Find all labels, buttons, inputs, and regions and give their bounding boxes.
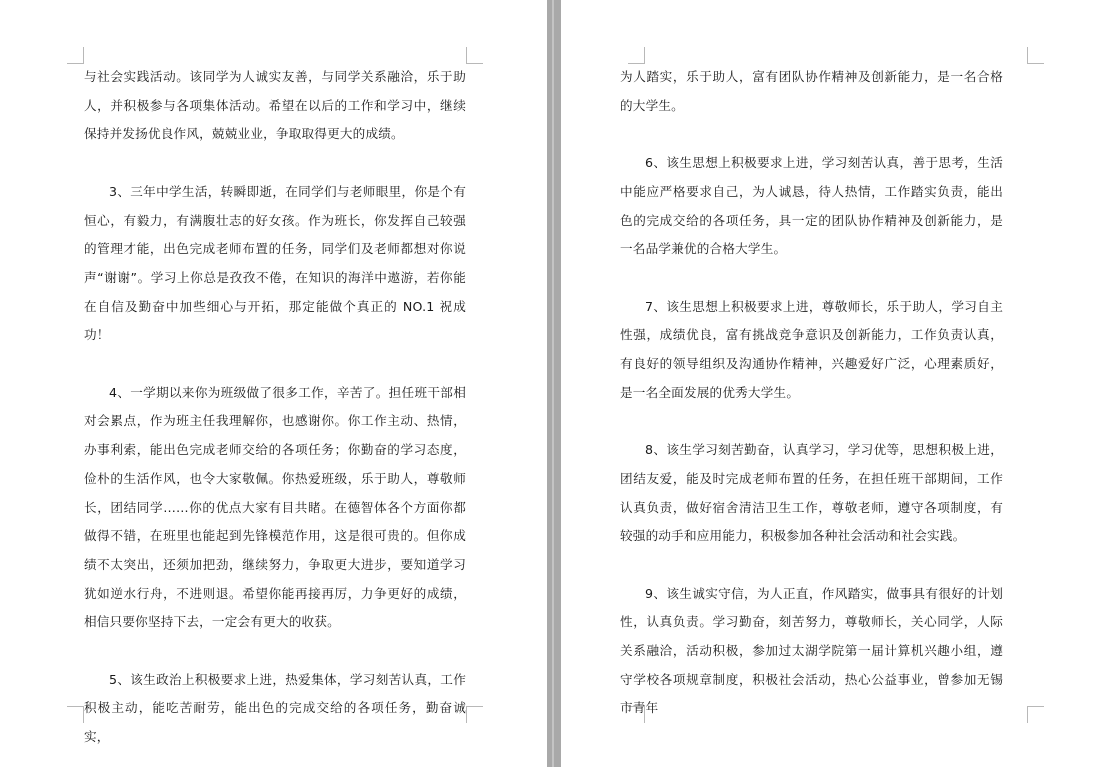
paragraph: 3、三年中学生活，转瞬即逝，在同学们与老师眼里，你是个有恒心，有毅力，有满腹壮志的好女孩。作为班长，你发挥自己较强的管理才能，出色完成老师布置的任务，同学们及老师都想对你说声“谢谢”。学习上你总是孜孜不倦，在知识的海洋中遨游，若你能在自信及勤奋中加些细心与开拓，那定能做个真正的 NO.1 祝成功！	[84, 183, 466, 343]
page-gutter	[547, 0, 561, 767]
paragraph: 8、该生学习刻苦勤奋，认真学习，学习优等，思想积极上进，团结友爱，能及时完成老师布置的任务，在担任班干部期间，工作认真负责，做好宿舍清洁卫生工作，尊敬老师，遵守各项制度，有较强的动手和应用能力，积极参加各种社会活动和社会实践。	[620, 442, 1003, 544]
paragraph: 为人踏实，乐于助人，富有团队协作精神及创新能力，是一名合格的大学生。	[620, 69, 1003, 113]
margin-mark-bottom-right	[466, 706, 483, 723]
empty-line	[620, 551, 1003, 580]
margin-mark-top-left	[628, 47, 645, 64]
margin-mark-top-right	[1027, 47, 1044, 64]
document-page-right[interactable]	[561, 0, 1105, 767]
empty-line	[620, 264, 1003, 293]
empty-line	[84, 149, 466, 178]
margin-mark-top-left	[67, 47, 84, 64]
empty-line	[84, 350, 466, 379]
empty-line	[84, 637, 466, 666]
paragraph: 4、一学期以来你为班级做了很多工作，辛苦了。担任班干部相对会累点，作为班主任我理解你，也感谢你。你工作主动、热情，办事利索，能出色完成老师交给的各项任务；你勤奋的学习态度，俭朴的生活作风，也令大家敬佩。你热爱班级，乐于助人，尊敬师长，团结同学……你的优点大家有目共睹。在德智体各个方面你都做得不错，在班里也能起到先锋模范作用，这是很可贵的。但你成绩不太突出，还须加把劲，继续努力，争取更大进步，要知道学习犹如逆水行舟，不进则退。希望你能再接再厉，力争更好的成绩，相信只要你坚持下去，一定会有更大的收获。	[84, 384, 466, 630]
page-text-body[interactable]	[84, 63, 466, 752]
paragraph: 5、该生政治上积极要求上进，热爱集体，学习刻苦认真，工作积极主动，能吃苦耐劳，能出色的完成交给的各项任务，勤奋诚实，	[84, 671, 466, 745]
document-page-left[interactable]	[0, 0, 547, 767]
paragraph: 6、该生思想上积极要求上进，学习刻苦认真，善于思考，生活中能应严格要求自己，为人诚恳，待人热情，工作踏实负责，能出色的完成交给的各项任务，具一定的团队协作精神及创新能力，是一名品学兼优的合格大学生。	[620, 155, 1003, 257]
margin-mark-bottom-left	[67, 706, 84, 723]
gutter-divider	[552, 0, 554, 767]
margin-mark-bottom-right	[1027, 706, 1044, 723]
paragraph: 9、该生诚实守信，为人正直，作风踏实，做事具有很好的计划性，认真负责。学习勤奋，刻苦努力，尊敬师长，关心同学，人际关系融洽，活动积极，参加过太湖学院第一届计算机兴趣小组，遵守学校各项规章制度，积极社会活动，热心公益事业，曾参加无锡市青年	[620, 585, 1003, 716]
paragraph: 与社会实践活动。该同学为人诚实友善，与同学关系融洽，乐于助人，并积极参与各项集体活动。希望在以后的工作和学习中，继续保持并发扬优良作风，兢兢业业，争取取得更大的成绩。	[84, 69, 466, 142]
empty-line	[620, 120, 1003, 149]
margin-mark-top-right	[466, 47, 483, 64]
empty-line	[620, 407, 1003, 436]
paragraph: 7、该生思想上积极要求上进，尊敬师长，乐于助人，学习自主性强，成绩优良，富有挑战竞争意识及创新能力，工作负责认真，有良好的领导组织及沟通协作精神，兴趣爱好广泛，心理素质好，是一名全面发展的优秀大学生。	[620, 298, 1003, 400]
page-text-body[interactable]	[620, 63, 1003, 723]
